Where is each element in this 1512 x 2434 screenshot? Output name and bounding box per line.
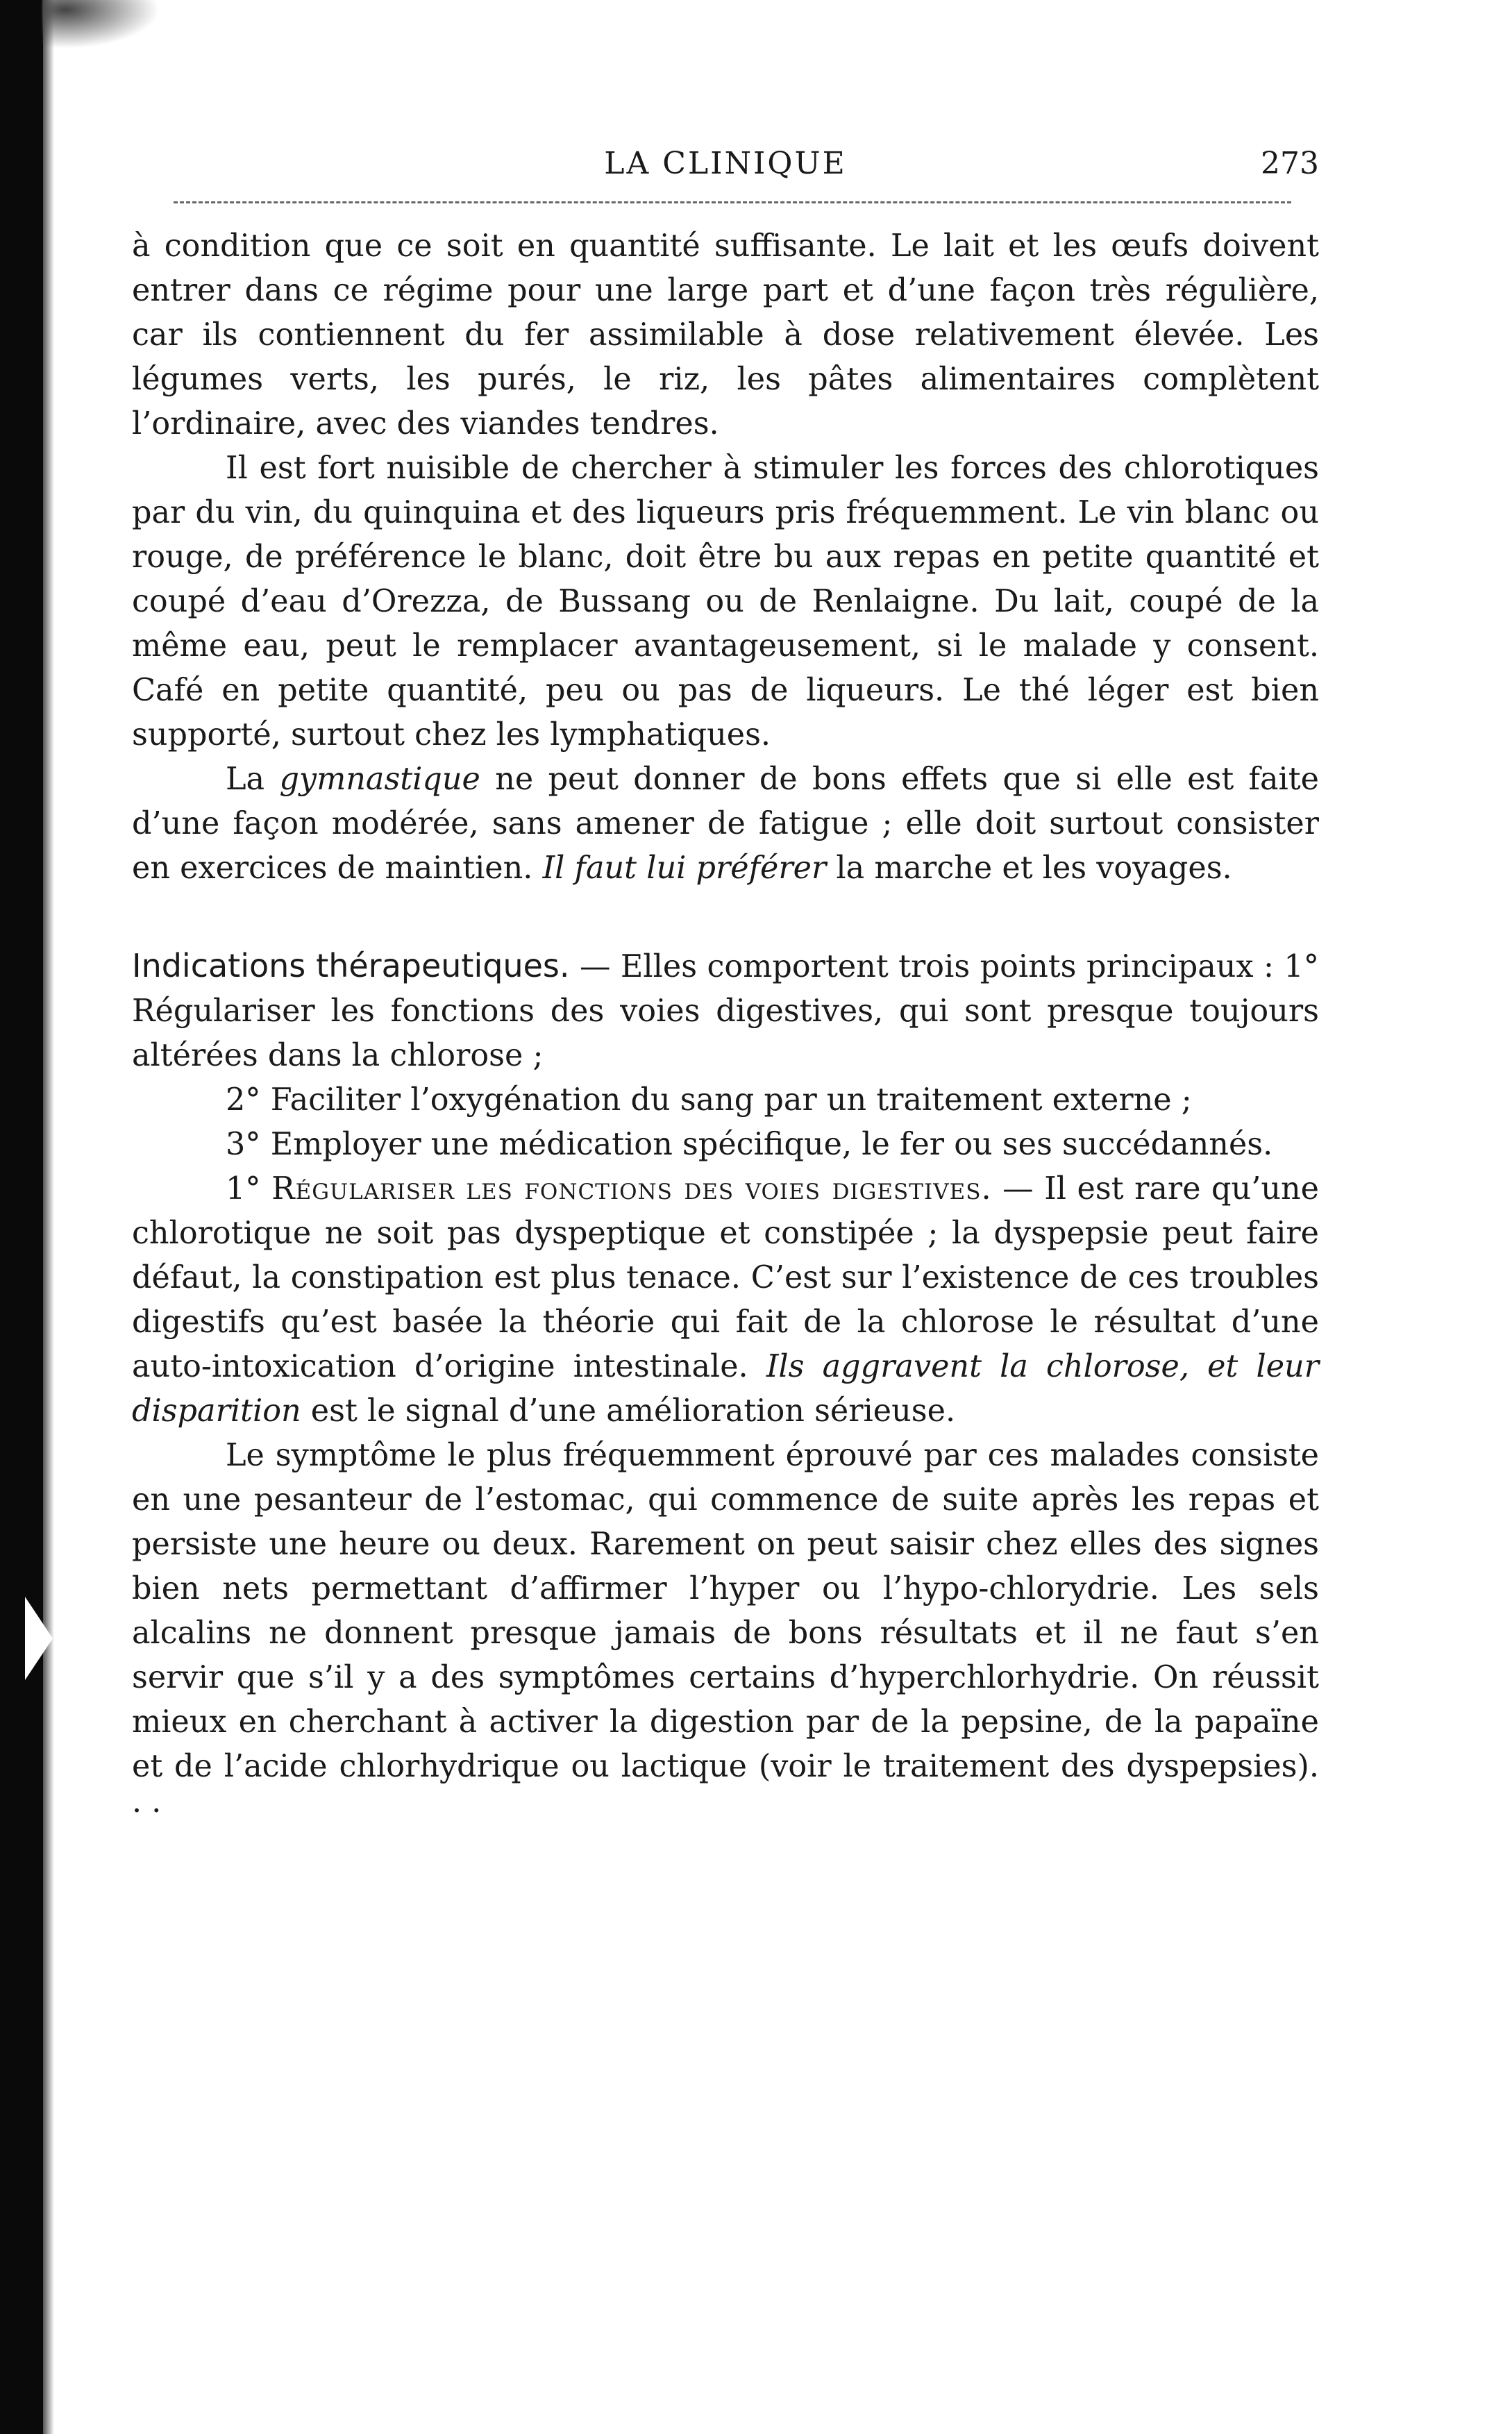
paragraph-gymnastique — [132, 757, 1319, 891]
indication-point-3: 3° Employer une médication spécifique, le fer ou ses succédannés. — [226, 1127, 1273, 1162]
page-number: 273 — [1261, 146, 1319, 181]
sub1-text-b: est le signal d’une amélioration sérieuse. — [301, 1393, 956, 1429]
paragraph-indications — [132, 943, 1319, 1078]
gym-text-start: La — [226, 762, 280, 797]
indications-text: — Elles comportent trois points principaux : 1° Régulariser les fonctions des voies digestives, qui sont presque toujours altérées dans la chlorose ; — [132, 949, 1319, 1073]
book-page — [132, 146, 1319, 1833]
paragraph-stimulants: Il est fort nuisible de chercher à stimuler les forces des chlorotiques par du vin, du quinquina et des liqueurs pris fréquemment. Le vin blanc ou rouge, de préférence le blanc, doit être bu aux repas en petite quantité et coupé d’eau d’Orezza, de Bussang ou de Renlaigne. Du lait, coupé de la même eau, peut le remplacer avantageusement, si le malade y consent. Café en petite quantité, peu ou pas de liqueurs. Le thé léger est bien supporté, surtout chez les lymphatiques. — [132, 451, 1319, 753]
scan-corner-smudge — [42, 0, 160, 49]
gym-italic-term: gymnastique — [279, 762, 480, 797]
indication-point-2: 2° Faciliter l’oxygénation du sang par un traitement externe ; — [226, 1082, 1192, 1118]
binding-tab-mark — [25, 1597, 53, 1680]
trailing-specks: · · — [132, 1793, 162, 1829]
symptome-text: Le symptôme le plus fréquemment éprouvé par ces malades consiste en une pesanteur de l’estomac, qui commence de suite après les repas et persiste une heure ou deux. Rarement on peut saisir chez elles des signes bien nets permettant d’affirmer l’hyper ou l’hypo-chlorydrie. Les sels alcalins ne donnent presque jamais de bons résultats et il ne faut s’en servir que s’il y a des symptômes certains d’hyperchlorhydrie. On réussit mieux en cherchant à activer la digestion par de la pepsine, de la papaïne et de l’acide chlorhydrique ou lactique (voir le traitement des dyspepsies). — [132, 1438, 1319, 1784]
paragraph-symptome — [132, 1434, 1319, 1833]
sub1-italic: Ils aggravent la chlorose, et leur disparition — [132, 1349, 1319, 1429]
paragraph-regime: à condition que ce soit en quantité suffisante. Le lait et les œufs doivent entrer dans ce régime pour une large part et d’une façon très régulière, car ils contiennent du fer assimilable à dose relativement élevée. Les légumes verts, les purés, le riz, les pâtes alimentaires complètent l’ordinaire, avec des viandes tendres. — [132, 228, 1319, 442]
sub1-number: 1° — [226, 1171, 272, 1207]
indications-heading: Indications thérapeutiques. — [132, 947, 570, 984]
running-head — [132, 146, 1319, 201]
gym-text-mid: ne peut donner de bons effets que si elle est faite d’une façon modérée, sans amener de fatigue ; elle doit surtout consister en exercices de maintien. — [132, 762, 1320, 886]
gym-italic-clause: Il faut lui préférer — [542, 850, 827, 886]
gym-text-end: la marche et les voyages. — [826, 850, 1232, 886]
sub1-heading: Régulariser les fonctions des voies digestives. — [271, 1171, 992, 1207]
sub1-text-a: — Il est rare qu’une chlorotique ne soit pas dyspeptique et constipée ; la dyspepsie peut faire défaut, la constipation est plus tenace. C’est sur l’existence de ces troubles digestifs qu’est basée la théorie qui fait de la chlorose le résultat d’une auto-intoxication d’origine intestinale. — [132, 1171, 1320, 1384]
scan-binding-fade — [43, 0, 54, 2434]
scan-binding-shadow — [0, 0, 43, 2434]
running-title: LA CLINIQUE — [604, 146, 847, 181]
paragraph-voies-digestives — [132, 1167, 1319, 1434]
header-rule — [174, 201, 1291, 203]
